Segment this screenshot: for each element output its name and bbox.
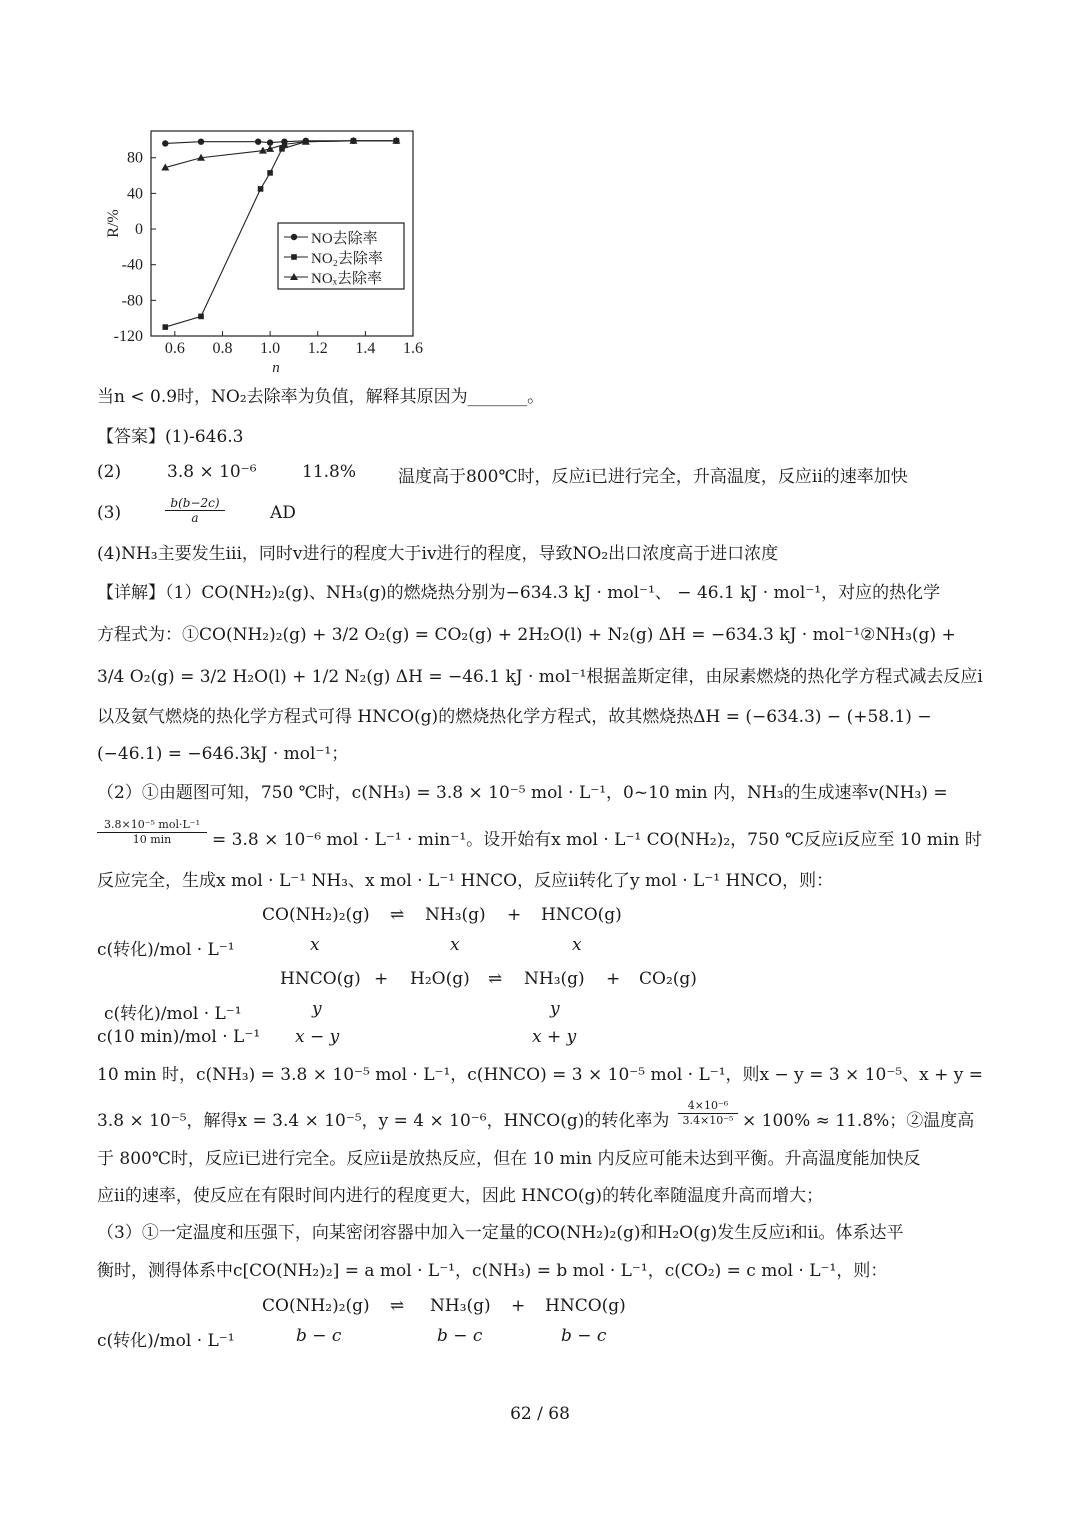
t2-cell: x + y — [532, 1027, 577, 1047]
detail-line-12: 应ii的速率，使反应在有限时间内进行的程度更大，因此 HNCO(g)的转化率随温度升高而增大； — [97, 1186, 824, 1206]
t2-row2-label: c(10 min)/mol · L⁻¹ — [97, 1027, 261, 1047]
x-tick-label: 1.4 — [355, 340, 376, 357]
t1-equilibrium-arrow: ⇌ — [390, 905, 405, 925]
answer-4: (4)NH₃主要发生iii，同时v进行的程度大于iv进行的程度，导致NO₂出口浓度高于进口浓度 — [97, 544, 779, 564]
data-point — [291, 254, 297, 260]
t3-plus: + — [511, 1296, 526, 1316]
t1-reactant: CO(NH₂)₂(g) — [262, 905, 370, 925]
detail-line-9: 10 min 时，c(NH₃) = 3.8 × 10⁻⁵ mol · L⁻¹，c(HNCO) = 3 × 10⁻⁵ mol · L⁻¹，则x − y = 3 × 10⁻⁵、x + y = — [97, 1065, 984, 1085]
detail-line-6: （2）①由题图可知，750 ℃时，c(NH₃) = 3.8 × 10⁻⁵ mol · L⁻¹，0~10 min 内，NH₃的生成速率v(NH₃) = — [97, 783, 948, 803]
t2-row1-label: c(转化)/mol · L⁻¹ — [104, 1004, 242, 1024]
y-tick-label: 40 — [127, 185, 143, 203]
t3-equilibrium-arrow: ⇌ — [390, 1296, 405, 1316]
detail-line-13: （3）①一定温度和压强下，向某密闭容器中加入一定量的CO(NH₂)₂(g)和H₂O(g)发生反应i和ii。体系达平 — [97, 1223, 904, 1243]
rate-fraction — [97, 818, 207, 847]
fraction-denominator: 3.4×10⁻⁵ — [682, 1114, 734, 1127]
fraction-numerator: 3.8×10⁻⁵ mol·L⁻¹ — [97, 818, 207, 833]
x-tick-label: 0.6 — [164, 340, 185, 357]
question-line: 当n < 0.9时，NO₂去除率为负值，解释其原因为_______。 — [97, 387, 545, 407]
t1-product-1: NH₃(g) — [425, 905, 486, 925]
data-point — [198, 314, 204, 320]
fraction-denominator: 10 min — [132, 833, 172, 846]
t2-cell: y — [312, 999, 322, 1019]
x-tick-label: 0.8 — [212, 340, 233, 357]
data-point — [198, 138, 204, 144]
t3-cell: b − c — [437, 1326, 483, 1346]
detail-line-14: 衡时，测得体系中c[CO(NH₂)₂] = a mol · L⁻¹，c(NH₃) = b mol · L⁻¹，c(CO₂) = c mol · L⁻¹，则： — [97, 1261, 888, 1281]
detail-line-10a: 3.8 × 10⁻⁵，解得x = 3.4 × 10⁻⁵，y = 4 × 10⁻⁶，HNCO(g)的转化率为 — [97, 1111, 670, 1131]
t1-cell: x — [450, 935, 460, 955]
series-line — [165, 141, 396, 168]
detail-line-5: (−46.1) = −646.3kJ · mol⁻¹； — [97, 744, 349, 764]
y-tick-label: 0 — [135, 221, 143, 239]
t2-product-1: NH₃(g) — [524, 969, 585, 989]
removal-rate-chart — [90, 118, 440, 378]
detail-line-3: 3/4 O₂(g) = 3/2 H₂O(l) + 1/2 N₂(g) ΔH = −46.1 kJ · mol⁻¹根据盖斯定律，由尿素燃烧的热化学方程式减去反应i — [97, 667, 983, 687]
y-tick-label: -80 — [121, 292, 143, 310]
legend-entry: NO₂去除率 — [311, 251, 383, 267]
x-tick-label: 1.2 — [307, 340, 328, 357]
fraction-numerator: b(b−2c) — [165, 496, 225, 511]
x-tick-label: 1.6 — [403, 340, 423, 357]
t1-plus: + — [507, 905, 522, 925]
page-number: 62 / 68 — [510, 1404, 570, 1424]
detail-line-1: 【详解】（1）CO(NH₂)₂(g)、NH₃(g)的燃烧热分别为−634.3 kJ · mol⁻¹、 − 46.1 kJ · mol⁻¹，对应的热化学 — [97, 583, 941, 603]
detail-line-8: 反应完全，生成x mol · L⁻¹ NH₃、x mol · L⁻¹ HNCO，反应ii转化了y mol · L⁻¹ HNCO，则： — [97, 871, 834, 891]
legend-entry: NO去除率 — [311, 231, 378, 247]
answer-3-fraction — [165, 496, 225, 525]
detail-line-7: = 3.8 × 10⁻⁶ mol · L⁻¹ · min⁻¹。设开始有x mol · L⁻¹ CO(NH₂)₂，750 ℃反应i反应至 10 min 时 — [212, 830, 982, 850]
t2-reactant-2: H₂O(g) — [410, 969, 470, 989]
data-point — [255, 138, 261, 144]
y-tick-label: -40 — [121, 256, 143, 274]
data-point — [267, 170, 273, 176]
detail-line-2: 方程式为：①CO(NH₂)₂(g) + 3/2 O₂(g) = CO₂(g) + 2H₂O(l) + N₂(g) ΔH = −634.3 kJ · mol⁻¹②NH₃(g) + — [97, 625, 956, 645]
t2-product-2: CO₂(g) — [639, 969, 697, 989]
t2-plus: + — [374, 969, 389, 989]
y-tick-label: -120 — [113, 328, 143, 345]
answer-3-number: (3) — [97, 503, 122, 523]
data-point — [258, 186, 264, 192]
fraction-denominator: a — [191, 511, 199, 525]
data-point — [291, 234, 297, 240]
t2-cell: x − y — [295, 1027, 340, 1047]
answer-3-choice: AD — [270, 503, 296, 523]
t3-cell: b − c — [561, 1326, 607, 1346]
t3-cell: b − c — [296, 1326, 342, 1346]
fraction-numerator: 4×10⁻⁶ — [678, 1099, 738, 1114]
t3-product-1: NH₃(g) — [430, 1296, 491, 1316]
x-tick-label: 1.0 — [260, 340, 281, 357]
t1-product-2: HNCO(g) — [541, 905, 622, 925]
answer-2-conversion: 11.8% — [302, 462, 357, 482]
t3-product-2: HNCO(g) — [545, 1296, 626, 1316]
data-point — [162, 140, 168, 146]
data-point — [162, 324, 168, 330]
detail-line-4: 以及氨气燃烧的热化学方程式可得 HNCO(g)的燃烧热化学方程式，故其燃烧热ΔH = (−634.3) − (+58.1) − — [97, 707, 932, 727]
y-tick-label: 80 — [127, 149, 143, 167]
answer-2-number: (2) — [97, 462, 122, 482]
t3-row-label: c(转化)/mol · L⁻¹ — [97, 1331, 235, 1351]
t1-row-label: c(转化)/mol · L⁻¹ — [97, 940, 235, 960]
conversion-fraction — [678, 1099, 738, 1128]
legend-entry: NOₓ去除率 — [311, 271, 383, 287]
t2-plus: + — [606, 969, 621, 989]
answer-2-rate: 3.8 × 10⁻⁶ — [167, 462, 257, 482]
answer-2-explanation: 温度高于800℃时，反应i已进行完全，升高温度，反应ii的速率加快 — [398, 467, 908, 487]
t2-reactant-1: HNCO(g) — [280, 969, 361, 989]
answer-1: 【答案】(1)-646.3 — [97, 427, 244, 447]
t1-cell: x — [572, 935, 582, 955]
t1-cell: x — [310, 935, 320, 955]
y-axis-label: R/% — [105, 209, 122, 238]
detail-line-10b: × 100% ≈ 11.8%；②温度高 — [742, 1111, 975, 1131]
x-axis-label: n — [272, 360, 280, 376]
t3-reactant: CO(NH₂)₂(g) — [262, 1296, 370, 1316]
t2-equilibrium-arrow: ⇌ — [488, 969, 503, 989]
t2-cell: y — [550, 999, 560, 1019]
detail-line-11: 于 800℃时，反应i已进行完全。反应ii是放热反应，但在 10 min 内反应可能未达到平衡。升高温度能加快反 — [97, 1149, 921, 1169]
